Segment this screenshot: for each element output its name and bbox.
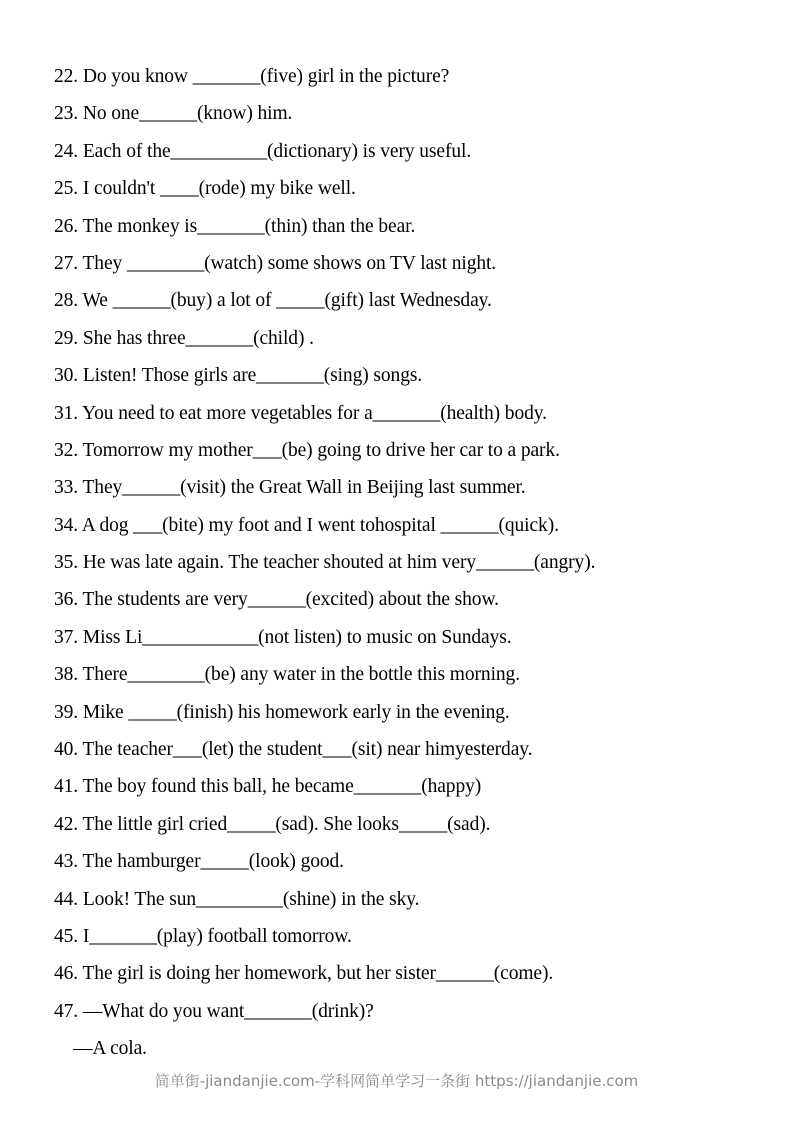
footer-watermark: 简单街-jiandanjie.com-学科网简单学习一条街 https://jiandanjie.com xyxy=(154,1072,639,1090)
exercise-40: 40. The teacher___(let) the student___(sit) near himyesterday. xyxy=(54,739,533,761)
exercise-47: 47. —What do you want_______(drink)? xyxy=(54,1000,374,1022)
exercise-38: 38. There________(be) any water in the bottle this morning. xyxy=(54,664,520,686)
exercise-22: 22. Do you know _______(five) girl in the picture? xyxy=(54,66,450,87)
exercise-24: 24. Each of the__________(dictionary) is very useful. xyxy=(54,140,472,162)
exercise-33: 33. They______(visit) the Great Wall in Beijing last summer. xyxy=(54,477,526,499)
exercise-32: 32. Tomorrow my mother___(be) going to drive her car to a park. xyxy=(54,439,560,461)
exercise-43: 43. The hamburger_____(look) good. xyxy=(54,851,344,873)
exercise-37: 37. Miss Li____________(not listen) to music on Sundays. xyxy=(54,626,512,648)
exercise-26: 26. The monkey is_______(thin) than the bear. xyxy=(54,215,416,237)
exercise-27: 27. They ________(watch) some shows on TV last night. xyxy=(54,252,497,274)
exercise-39: 39. Mike _____(finish) his homework early in the evening. xyxy=(54,701,510,723)
exercise-28: 28. We ______(buy) a lot of _____(gift) last Wednesday. xyxy=(54,290,492,312)
exercise-list xyxy=(54,62,774,1072)
exercise-46: 46. The girl is doing her homework, but her sister______(come). xyxy=(54,963,554,985)
exercise-36: 36. The students are very______(excited) about the show. xyxy=(54,589,499,611)
exercise-23: 23. No one______(know) him. xyxy=(54,103,293,125)
exercise-29: 29. She has three_______(child) . xyxy=(54,327,314,349)
exercise-35: 35. He was late again. The teacher shouted at him very______(angry). xyxy=(54,552,596,574)
exercise-45: 45. I_______(play) football tomorrow. xyxy=(54,925,352,947)
exercise-42: 42. The little girl cried_____(sad). She looks_____(sad). xyxy=(54,813,491,835)
exercise-30: 30. Listen! Those girls are_______(sing) songs. xyxy=(54,365,423,387)
exercise-41: 41. The boy found this ball, he became_______(happy) xyxy=(54,776,482,798)
exercise-44: 44. Look! The sun_________(shine) in the sky. xyxy=(54,888,420,910)
exercise-31: 31. You need to eat more vegetables for a_______(health) body. xyxy=(54,402,547,424)
exercise-34: 34. A dog ___(bite) my foot and I went tohospital ______(quick). xyxy=(54,514,559,536)
exercise-47-answer: —A cola. xyxy=(73,1038,147,1060)
exercise-25: 25. I couldn't ____(rode) my bike well. xyxy=(54,178,356,200)
